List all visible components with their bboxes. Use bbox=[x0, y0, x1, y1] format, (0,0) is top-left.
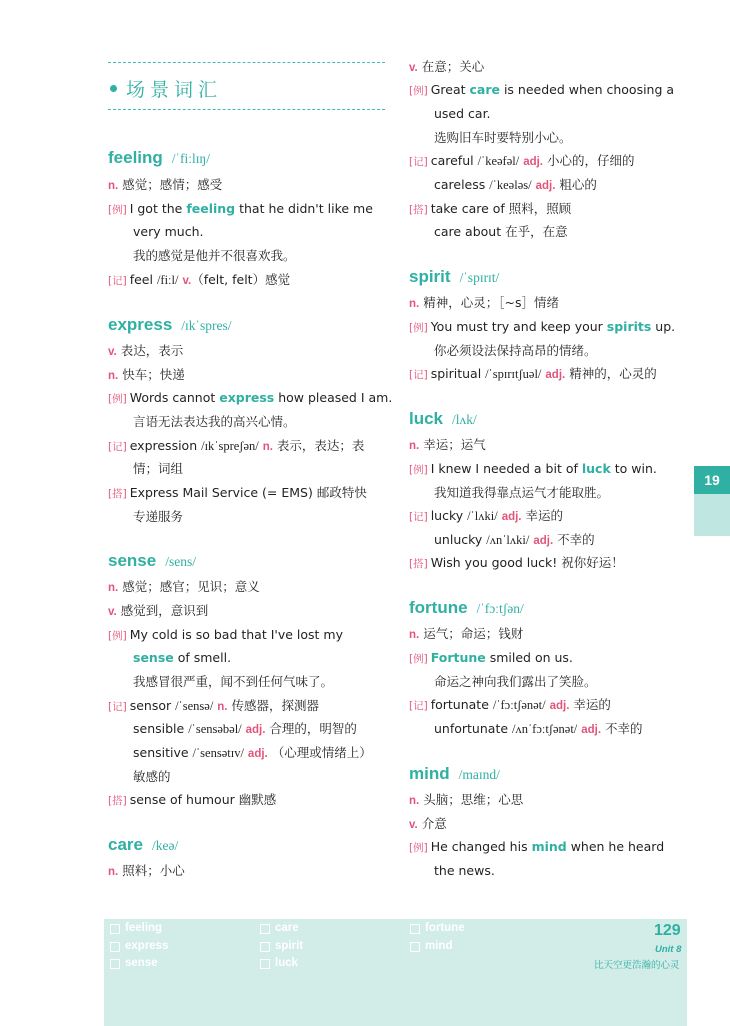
example-text: of smell. bbox=[173, 650, 232, 665]
note-meaning: 幸运的 bbox=[521, 508, 563, 523]
index-word: express bbox=[125, 940, 169, 952]
note-word: fortunate bbox=[430, 697, 493, 712]
note-pron: /ʌnˈlʌki/ bbox=[486, 533, 530, 547]
note-cont: 敏感的 bbox=[133, 769, 171, 784]
pronunciation: /ɪkˈspres/ bbox=[181, 318, 232, 333]
pronunciation: /lʌk/ bbox=[452, 412, 477, 427]
checkbox-icon bbox=[110, 959, 120, 969]
example bbox=[108, 625, 343, 645]
example-translation: 我知道我得靠点运气才能取胜。 bbox=[434, 485, 610, 500]
pos-label: v. bbox=[182, 275, 192, 287]
note-pron: /ˈsensəbəl/ bbox=[188, 722, 242, 736]
note-meaning: 表示，表达；表 bbox=[272, 438, 365, 453]
example-tag: [例] bbox=[409, 464, 428, 476]
word-index-panel bbox=[104, 919, 687, 1026]
note-pron: /ʌnˈfɔːtʃənət/ bbox=[512, 722, 578, 736]
definition-text: 感觉；感官；见识；意义 bbox=[122, 579, 260, 594]
example-tag: [例] bbox=[108, 393, 127, 405]
collocation-text: Express Mail Service (= EMS) 邮政特快 bbox=[129, 485, 367, 500]
note-pron: /ˈlʌki/ bbox=[467, 509, 498, 523]
index-item bbox=[260, 955, 298, 972]
note-pron: /ˈsensə/ bbox=[175, 699, 214, 713]
note-meaning: （心理或情绪上） bbox=[267, 745, 372, 760]
pos-label: n. bbox=[108, 370, 119, 382]
note-pron: /ˈkeəfəl/ bbox=[477, 154, 520, 168]
headword-care bbox=[108, 835, 178, 857]
note bbox=[409, 364, 657, 384]
note-meaning: 幸运的 bbox=[569, 697, 611, 712]
bullet-dot-icon bbox=[110, 85, 117, 92]
example-translation: 命运之神向我们露出了笑脸。 bbox=[434, 674, 597, 689]
definition bbox=[409, 624, 523, 644]
pos-label: n. bbox=[409, 795, 420, 807]
note-tag: [记] bbox=[409, 511, 428, 523]
index-item bbox=[110, 920, 162, 937]
note-tag: [记] bbox=[108, 275, 127, 287]
definition-text: 感觉到，意识到 bbox=[120, 603, 209, 618]
note-pron: /ɪkˈspreʃən/ bbox=[201, 439, 259, 453]
collocation-text: sense of humour 幽默感 bbox=[129, 792, 277, 807]
example-highlight: sense bbox=[133, 650, 174, 665]
checkbox-icon bbox=[410, 924, 420, 934]
note-tag: [记] bbox=[409, 369, 428, 381]
pos-label: n. bbox=[108, 582, 119, 594]
example-text: when he heard bbox=[566, 839, 665, 854]
definition bbox=[108, 175, 222, 195]
headword: care bbox=[108, 835, 143, 854]
chapter-number: 19 bbox=[694, 466, 730, 494]
example-text: I knew I needed a bit of bbox=[430, 461, 582, 476]
pos-label: adj. bbox=[549, 700, 570, 712]
pos-label: n. bbox=[409, 629, 420, 641]
definition-text: 感觉；感情；感受 bbox=[122, 177, 223, 192]
example-text: how pleased I am. bbox=[274, 390, 393, 405]
pos-label: adj. bbox=[247, 748, 268, 760]
note-pron: /ˈfɔːtʃənət/ bbox=[492, 698, 546, 712]
headword: spirit bbox=[409, 267, 451, 286]
example bbox=[409, 648, 573, 668]
collocation-tag: [搭] bbox=[409, 204, 428, 216]
example bbox=[409, 317, 675, 337]
definition bbox=[108, 577, 260, 597]
note bbox=[108, 719, 357, 739]
checkbox-icon bbox=[110, 924, 120, 934]
note bbox=[409, 506, 563, 526]
pos-label: n. bbox=[217, 701, 228, 713]
note-pron: /ˈkeələs/ bbox=[489, 178, 532, 192]
note-word: expression bbox=[129, 438, 202, 453]
example-translation: 我感冒很严重，闻不到任何气味了。 bbox=[133, 674, 334, 689]
note bbox=[108, 696, 319, 716]
index-word: luck bbox=[275, 957, 299, 969]
headword: feeling bbox=[108, 148, 163, 167]
index-word: mind bbox=[425, 940, 453, 952]
note bbox=[108, 270, 290, 290]
pos-label: v. bbox=[108, 606, 117, 618]
collocation-text: Wish you good luck! 祝你好运！ bbox=[430, 555, 624, 570]
checkbox-icon bbox=[110, 942, 120, 952]
headword-spirit bbox=[409, 267, 499, 289]
definition bbox=[108, 341, 183, 361]
definition-text: 头脑；思维；心思 bbox=[423, 792, 524, 807]
pronunciation: /ˈfɔːtʃən/ bbox=[476, 601, 524, 616]
index-item bbox=[260, 920, 299, 937]
checkbox-icon bbox=[410, 942, 420, 952]
headword: luck bbox=[409, 409, 444, 428]
pos-label: adj. bbox=[523, 156, 543, 168]
note-meaning: 精神的，心灵的 bbox=[565, 366, 657, 381]
example bbox=[409, 837, 664, 857]
pronunciation: /keə/ bbox=[151, 838, 179, 853]
definition bbox=[409, 57, 484, 77]
index-word: care bbox=[275, 922, 299, 934]
definition bbox=[409, 814, 447, 834]
note-word: lucky bbox=[430, 508, 468, 523]
note bbox=[409, 695, 611, 715]
example bbox=[108, 388, 392, 408]
definition bbox=[409, 435, 486, 455]
example-cont: used car. bbox=[434, 106, 491, 121]
collocation-tag: [搭] bbox=[108, 795, 127, 807]
example bbox=[409, 459, 657, 479]
note bbox=[409, 175, 597, 195]
pos-label: adj. bbox=[245, 724, 266, 736]
note-meaning: 不幸的 bbox=[601, 721, 643, 736]
note-tag: [记] bbox=[409, 156, 428, 168]
note-pron: /ˈspɪrɪtʃuəl/ bbox=[485, 367, 542, 381]
collocation bbox=[108, 790, 276, 810]
example bbox=[108, 199, 373, 219]
page-number: 129 bbox=[654, 922, 681, 939]
definition-text: 快车；快递 bbox=[122, 367, 185, 382]
note-pron: /ˈsensətɪv/ bbox=[192, 746, 244, 760]
index-item bbox=[410, 920, 465, 937]
pos-label: n. bbox=[108, 180, 119, 192]
definition-text: 介意 bbox=[421, 816, 447, 831]
note-word: spiritual bbox=[430, 366, 486, 381]
example-text: is needed when choosing a bbox=[499, 82, 675, 97]
definition-text: 运气；命运；钱财 bbox=[423, 626, 524, 641]
index-word: sense bbox=[125, 957, 158, 969]
index-item bbox=[410, 938, 452, 955]
pos-label: n. bbox=[409, 440, 420, 452]
note bbox=[409, 151, 634, 171]
unit-title: 比天空更浩瀚的心灵 bbox=[594, 960, 680, 971]
note-word: sensor bbox=[129, 698, 176, 713]
note-meaning: 不幸的 bbox=[553, 532, 595, 547]
pos-label: v. bbox=[409, 62, 418, 74]
note-word: careful bbox=[430, 153, 478, 168]
pronunciation: /sens/ bbox=[165, 554, 196, 569]
example-text: up. bbox=[651, 319, 676, 334]
note-tag: [记] bbox=[108, 441, 127, 453]
example-highlight: spirits bbox=[606, 319, 652, 334]
section-header bbox=[110, 73, 222, 103]
note-meaning: （felt, felt）感觉 bbox=[191, 272, 291, 287]
example-cont: the news. bbox=[434, 863, 495, 878]
index-item bbox=[110, 938, 168, 955]
collocation-cont: care about 在乎，在意 bbox=[434, 224, 568, 239]
example-text: smiled on us. bbox=[485, 650, 573, 665]
example-highlight: Fortune bbox=[430, 650, 486, 665]
checkbox-icon bbox=[260, 959, 270, 969]
example-text: He changed his bbox=[430, 839, 532, 854]
note-word: sensitive bbox=[133, 745, 193, 760]
note-meaning: 合理的，明智的 bbox=[265, 721, 357, 736]
definition-text: 幸运；运气 bbox=[423, 437, 486, 452]
example-text: I got the bbox=[129, 201, 187, 216]
headword-feeling bbox=[108, 148, 210, 170]
headword-express bbox=[108, 315, 232, 337]
pronunciation: /maɪnd/ bbox=[458, 767, 500, 782]
example-tag: [例] bbox=[409, 842, 428, 854]
chapter-tab bbox=[694, 466, 730, 536]
example-cont bbox=[108, 648, 231, 668]
note-pron: /fiːl/ bbox=[156, 273, 179, 287]
headword-fortune bbox=[409, 598, 524, 620]
note-cont: 情；词组 bbox=[133, 461, 184, 476]
note bbox=[409, 719, 643, 739]
definition-text: 照料；小心 bbox=[122, 863, 185, 878]
example-tag: [例] bbox=[108, 630, 127, 642]
definition bbox=[108, 861, 185, 881]
section-title: 场景词汇 bbox=[126, 78, 223, 101]
pos-label: n. bbox=[262, 441, 273, 453]
pos-label: n. bbox=[409, 298, 420, 310]
example-text: My cold is so bad that I've lost my bbox=[129, 627, 343, 642]
index-item bbox=[260, 938, 303, 955]
example-highlight: mind bbox=[531, 839, 567, 854]
example-highlight: luck bbox=[581, 461, 611, 476]
definition-text: 在意；关心 bbox=[421, 59, 485, 74]
definition bbox=[108, 601, 208, 621]
note bbox=[108, 436, 364, 456]
checkbox-icon bbox=[260, 942, 270, 952]
note-word: unfortunate bbox=[434, 721, 513, 736]
pronunciation: /ˈspɪrɪt/ bbox=[459, 270, 500, 285]
example-tag: [例] bbox=[409, 653, 428, 665]
example-text: Words cannot bbox=[129, 390, 220, 405]
example-translation: 我的感觉是他并不很喜欢我。 bbox=[133, 248, 296, 263]
pronunciation: /ˈfiːlɪŋ/ bbox=[171, 151, 210, 166]
example-text: You must try and keep your bbox=[430, 319, 607, 334]
index-word: feeling bbox=[125, 922, 163, 934]
definition bbox=[409, 293, 559, 313]
pos-label: n. bbox=[108, 866, 119, 878]
note-tag: [记] bbox=[409, 700, 428, 712]
example-translation: 选购旧车时要特别小心。 bbox=[434, 130, 572, 145]
pos-label: adj. bbox=[581, 724, 602, 736]
definition-text: 表达，表示 bbox=[120, 343, 184, 358]
note-tag: [记] bbox=[108, 701, 127, 713]
collocation bbox=[409, 553, 624, 573]
note-meaning: 传感器，探测器 bbox=[227, 698, 319, 713]
note-meaning: 粗心的 bbox=[555, 177, 597, 192]
collocation-text: take care of 照料，照顾 bbox=[430, 201, 572, 216]
example-tag: [例] bbox=[409, 85, 428, 97]
index-word: spirit bbox=[275, 940, 304, 952]
example-translation: 你必须设法保持高昂的情绪。 bbox=[434, 343, 597, 358]
headword-mind bbox=[409, 764, 500, 786]
example-tag: [例] bbox=[108, 204, 127, 216]
headword: fortune bbox=[409, 598, 468, 617]
headword-sense bbox=[108, 551, 196, 573]
example-translation: 言语无法表达我的高兴心情。 bbox=[133, 414, 296, 429]
example-highlight: express bbox=[219, 390, 275, 405]
note-word: sensible bbox=[133, 721, 189, 736]
definition bbox=[108, 365, 185, 385]
checkbox-icon bbox=[260, 924, 270, 934]
note-word: unlucky bbox=[434, 532, 487, 547]
note-word: careless bbox=[434, 177, 490, 192]
headword: mind bbox=[409, 764, 450, 783]
headword: express bbox=[108, 315, 173, 334]
pos-label: adj. bbox=[545, 369, 566, 381]
example-tag: [例] bbox=[409, 322, 428, 334]
collocation-tag: [搭] bbox=[108, 488, 127, 500]
index-item bbox=[110, 955, 158, 972]
pos-label: adj. bbox=[501, 511, 522, 523]
unit-label: Unit 8 bbox=[655, 944, 682, 955]
collocation-cont: 专递服务 bbox=[133, 509, 184, 524]
example-highlight: feeling bbox=[186, 201, 236, 216]
headword: sense bbox=[108, 551, 157, 570]
collocation bbox=[108, 483, 367, 503]
section-divider-bottom bbox=[108, 109, 385, 110]
pos-label: adj. bbox=[535, 180, 556, 192]
pos-label: adj. bbox=[533, 535, 554, 547]
headword-luck bbox=[409, 409, 477, 431]
example-text: Great bbox=[430, 82, 470, 97]
example bbox=[409, 80, 674, 100]
pos-label: v. bbox=[409, 819, 418, 831]
index-word: fortune bbox=[425, 922, 465, 934]
example-text: to win. bbox=[610, 461, 657, 476]
note bbox=[108, 743, 372, 763]
example-text: that he didn't like me bbox=[235, 201, 373, 216]
note-meaning: 小心的，仔细的 bbox=[543, 153, 635, 168]
collocation-tag: [搭] bbox=[409, 558, 428, 570]
pos-label: v. bbox=[108, 346, 117, 358]
definition-text: 精神，心灵；［~s］情绪 bbox=[423, 295, 559, 310]
collocation bbox=[409, 199, 571, 219]
note bbox=[409, 530, 595, 550]
section-divider-top bbox=[108, 62, 385, 63]
note-word: feel bbox=[129, 272, 157, 287]
definition bbox=[409, 790, 523, 810]
example-cont: very much. bbox=[133, 224, 204, 239]
example-highlight: care bbox=[469, 82, 500, 97]
